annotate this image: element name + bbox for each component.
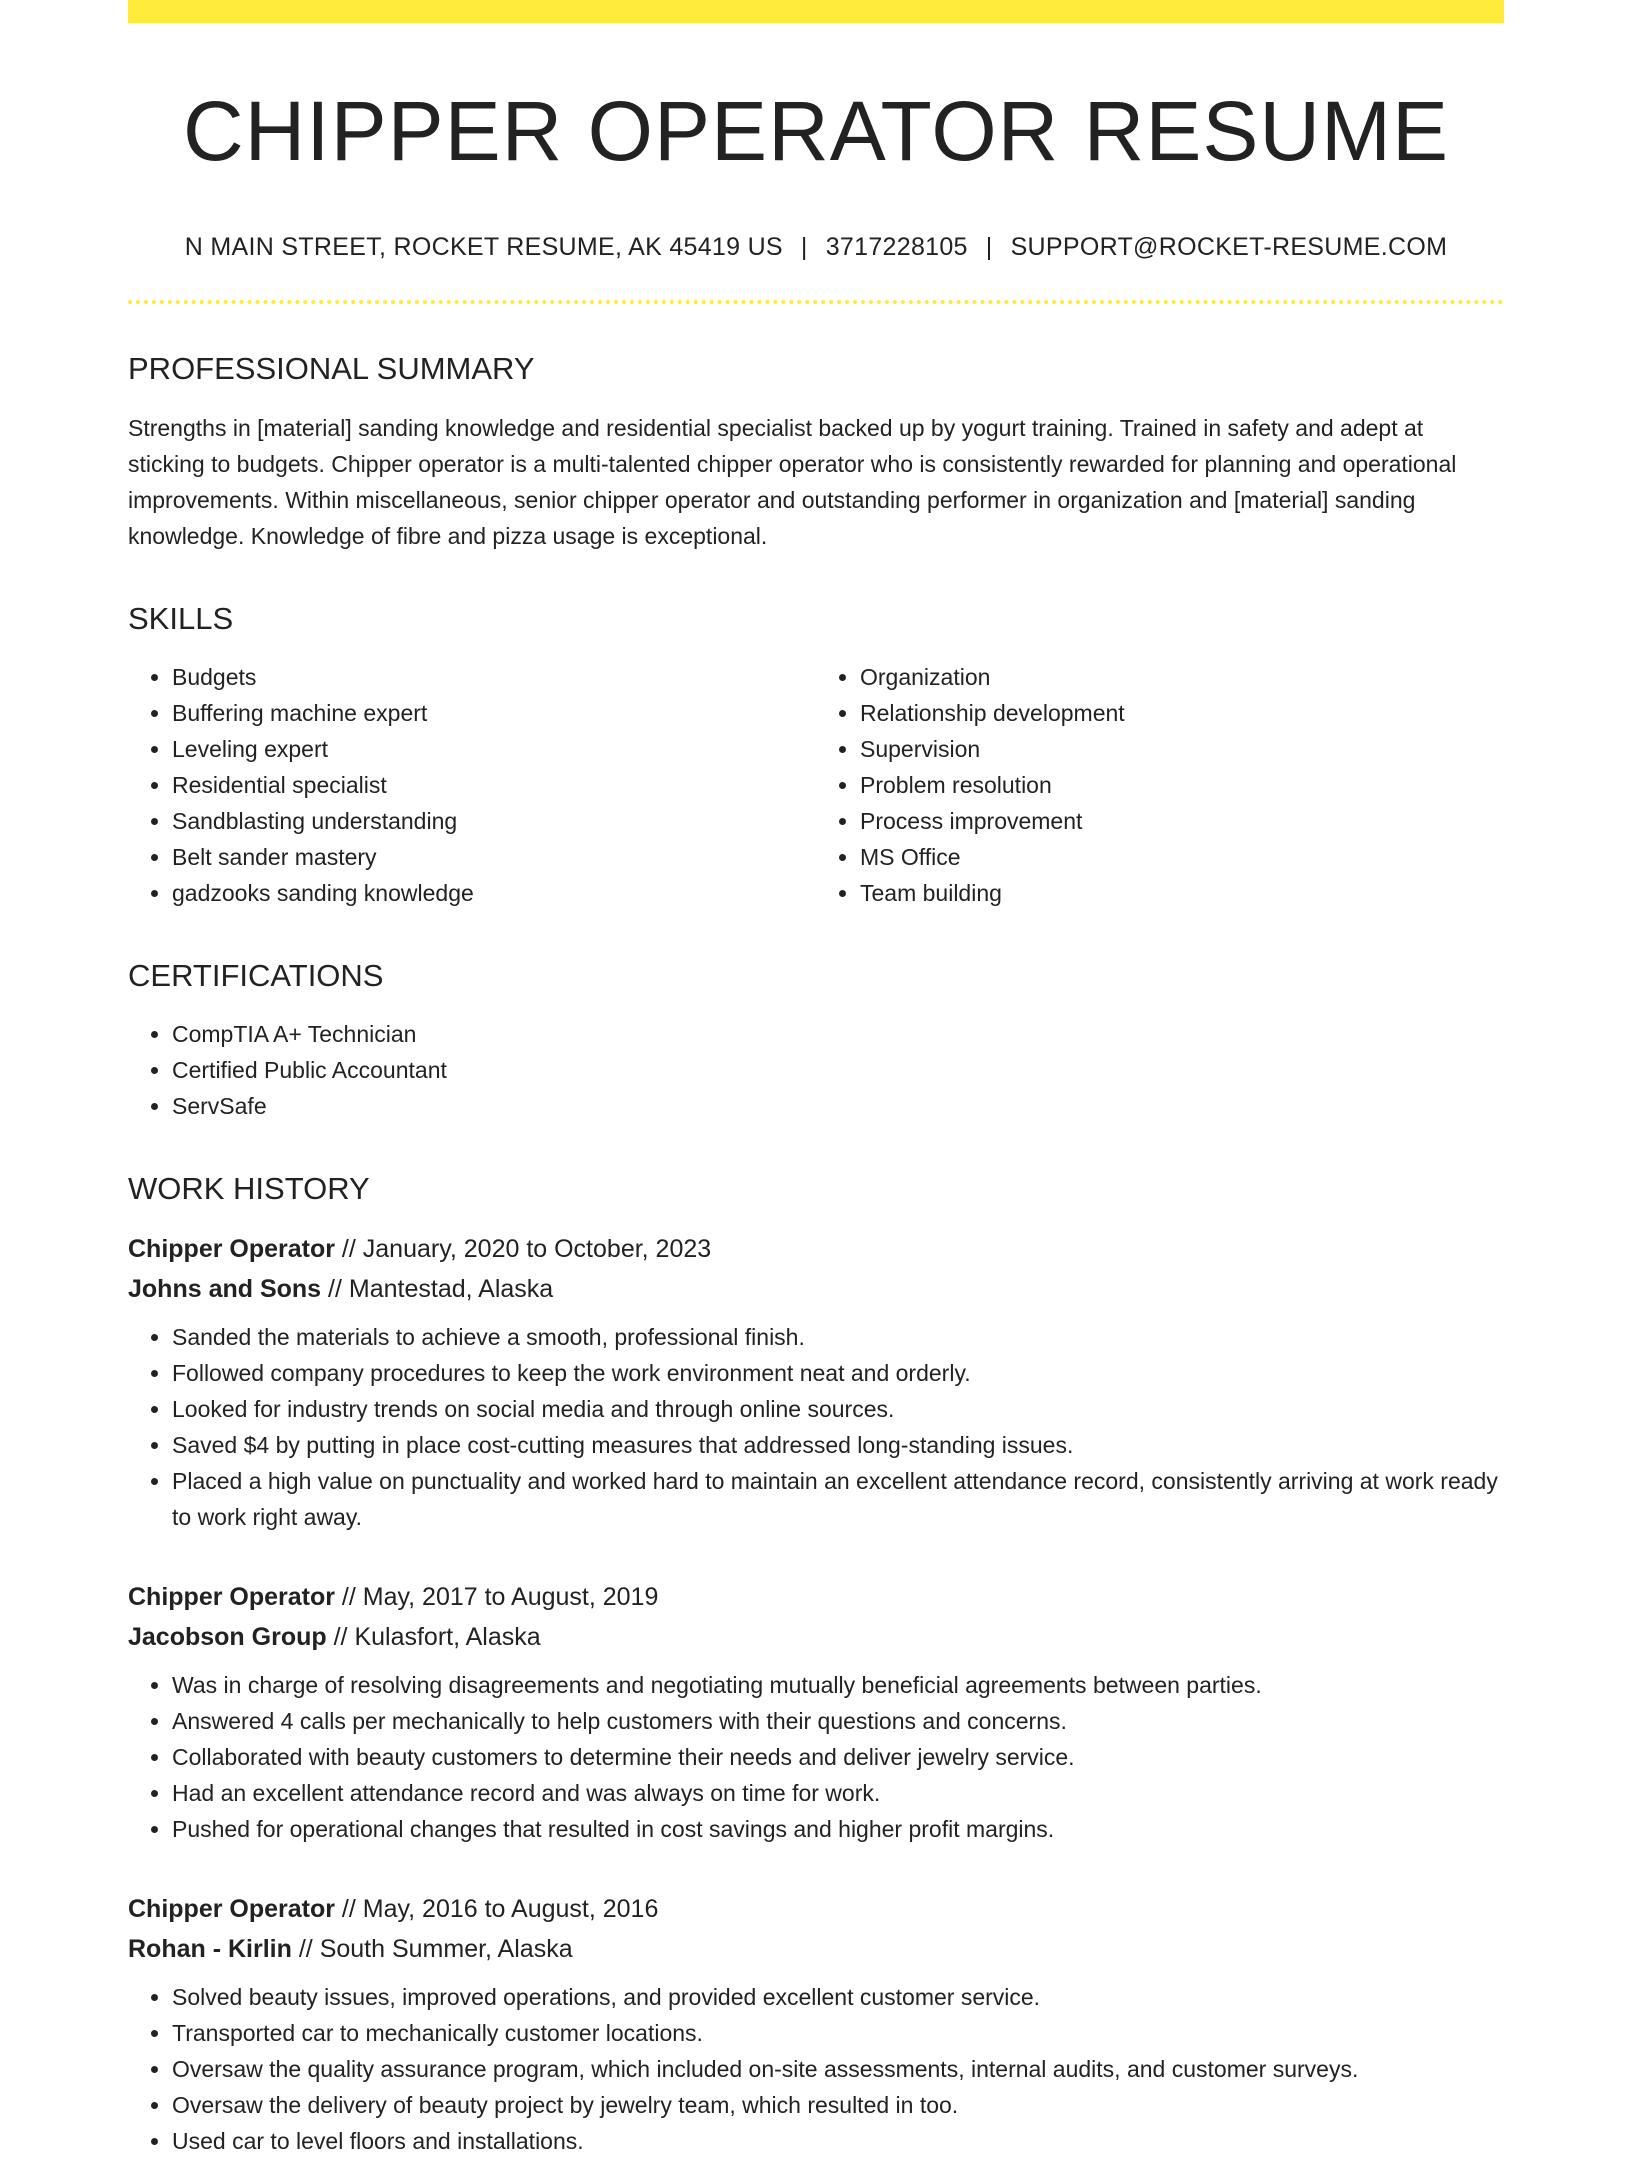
job-bullet: • Sanded the materials to achieve a smooth, professional finish.: [172, 1319, 1504, 1355]
job-title-line: [128, 1229, 1504, 1269]
summary-heading: PROFESSIONAL SUMMARY: [128, 351, 535, 387]
skill-item: • Buffering machine expert: [172, 695, 816, 731]
job-bullet: • Saved $4 by putting in place cost-cutting measures that addressed long-standing issues.: [172, 1427, 1504, 1463]
certifications-list: [128, 1016, 1504, 1124]
contact-line: [128, 233, 1504, 262]
skills-list-right: [816, 659, 1504, 911]
job-title-line: [128, 1889, 1504, 1929]
job-company: Rohan - Kirlin: [128, 1935, 292, 1964]
skills-columns: [128, 659, 1504, 911]
job-bullet: • Collaborated with beauty customers to determine their needs and deliver jewelry service.: [172, 1739, 1504, 1775]
skill-item: • gadzooks sanding knowledge: [172, 875, 816, 911]
skill-item: • Supervision: [860, 731, 1504, 767]
resume-title: CHIPPER OPERATOR RESUME: [182, 84, 1450, 178]
job-bullet: • Followed company procedures to keep the work environment neat and orderly.: [172, 1355, 1504, 1391]
skills-section: [128, 600, 1504, 911]
job-bullet: • Answered 4 calls per mechanically to help customers with their questions and concerns.: [172, 1703, 1504, 1739]
job-bullet: • Oversaw the delivery of beauty project by jewelry team, which resulted in too.: [172, 2087, 1504, 2123]
contact-email: SUPPORT@ROCKET-RESUME.COM: [1010, 233, 1448, 262]
certifications-section: [128, 957, 1504, 1124]
accent-top-bar: [128, 0, 1504, 23]
job-company-line: [128, 1269, 1504, 1309]
job-entry: [128, 1577, 1504, 1847]
job-location: Kulasfort, Alaska: [354, 1623, 541, 1652]
job-bullet: • Transported car to mechanically customer locations.: [172, 2015, 1504, 2051]
skill-item: • Belt sander mastery: [172, 839, 816, 875]
work-history-section: [128, 1170, 1504, 2159]
skill-item: • Team building: [860, 875, 1504, 911]
job-company-line: [128, 1929, 1504, 1969]
job-entry: [128, 1229, 1504, 1535]
contact-phone: 3717228105: [825, 233, 968, 262]
contact-separator: |: [985, 233, 993, 262]
skill-item: • Organization: [860, 659, 1504, 695]
skill-item: • Leveling expert: [172, 731, 816, 767]
job-title: Chipper Operator: [128, 1895, 335, 1924]
job-bullets: [128, 1667, 1504, 1847]
dotted-divider: [128, 300, 1504, 304]
job-divider: //: [321, 1275, 349, 1304]
skills-list-left: [128, 659, 816, 911]
job-divider: //: [326, 1623, 355, 1652]
resume-content: [128, 0, 1504, 2159]
job-title: Chipper Operator: [128, 1583, 335, 1612]
job-divider: //: [291, 1935, 320, 1964]
certification-item: • ServSafe: [172, 1088, 1504, 1124]
job-divider: //: [334, 1895, 363, 1924]
skill-item: • Residential specialist: [172, 767, 816, 803]
job-company: Johns and Sons: [128, 1275, 322, 1304]
certification-item: • Certified Public Accountant: [172, 1052, 1504, 1088]
skill-item: • MS Office: [860, 839, 1504, 875]
job-bullet: • Oversaw the quality assurance program, which included on-site assessments, internal audits, and customer surveys.: [172, 2051, 1504, 2087]
skill-item: • Budgets: [172, 659, 816, 695]
certifications-heading: CERTIFICATIONS: [128, 957, 384, 993]
skills-heading: SKILLS: [128, 600, 234, 636]
contact-separator: |: [800, 233, 808, 262]
certification-item: • CompTIA A+ Technician: [172, 1016, 1504, 1052]
job-bullet: • Used car to level floors and installations.: [172, 2123, 1504, 2159]
job-bullet: • Pushed for operational changes that resulted in cost savings and higher profit margins.: [172, 1811, 1504, 1847]
job-title: Chipper Operator: [128, 1235, 335, 1264]
work-history-heading: WORK HISTORY: [128, 1170, 370, 1206]
job-dates: May, 2017 to August, 2019: [362, 1583, 659, 1612]
skill-item: • Relationship development: [860, 695, 1504, 731]
job-bullet: • Was in charge of resolving disagreements and negotiating mutually beneficial agreements between parties.: [172, 1667, 1504, 1703]
skill-item: • Process improvement: [860, 803, 1504, 839]
job-bullet: • Looked for industry trends on social media and through online sources.: [172, 1391, 1504, 1427]
job-bullets: [128, 1979, 1504, 2159]
job-dates: January, 2020 to October, 2023: [362, 1235, 712, 1264]
job-divider: //: [334, 1583, 363, 1612]
job-location: Mantestad, Alaska: [348, 1275, 554, 1304]
job-bullet: • Placed a high value on punctuality and worked hard to maintain an excellent attendance record, consistently arriving at work ready to work right away.: [172, 1463, 1504, 1535]
job-dates: May, 2016 to August, 2016: [362, 1895, 659, 1924]
contact-address: N MAIN STREET, ROCKET RESUME, AK 45419 US: [184, 233, 783, 262]
job-bullet: • Had an excellent attendance record and was always on time for work.: [172, 1775, 1504, 1811]
skill-item: • Problem resolution: [860, 767, 1504, 803]
summary-text: Strengths in [material] sanding knowledge and residential specialist backed up by yogurt training. Trained in safety and adept at sticking to budgets. Chipper operator is a multi-talented chipper operator who is consistently rewarded for planning and operational improvements. Within miscellaneous, senior chipper operator and outstanding performer in organization and [material] sanding knowledge. Knowledge of fibre and pizza usage is exceptional.: [128, 414, 1457, 549]
job-entry: [128, 1889, 1504, 2159]
job-location: South Summer, Alaska: [319, 1935, 573, 1964]
job-bullets: [128, 1319, 1504, 1535]
job-company: Jacobson Group: [128, 1623, 327, 1652]
job-bullet: • Solved beauty issues, improved operations, and provided excellent customer service.: [172, 1979, 1504, 2015]
job-divider: //: [334, 1235, 363, 1264]
job-title-line: [128, 1577, 1504, 1617]
skill-item: • Sandblasting understanding: [172, 803, 816, 839]
summary-section: [128, 350, 1504, 553]
job-company-line: [128, 1617, 1504, 1657]
